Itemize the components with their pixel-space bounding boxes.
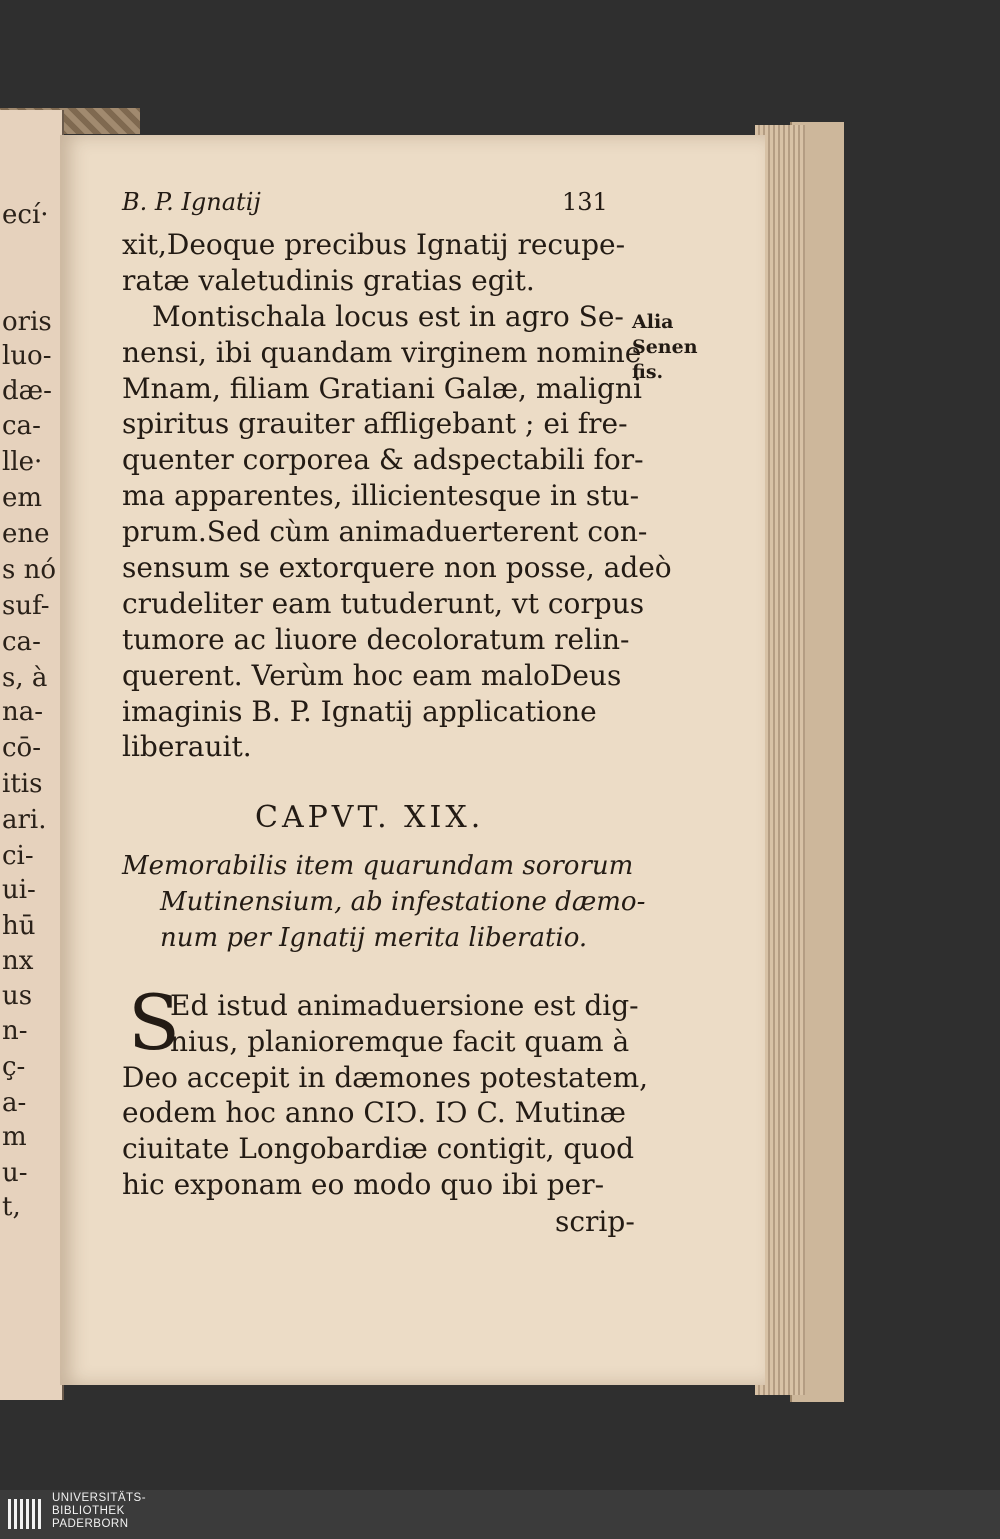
left-page-fragment: us bbox=[2, 981, 33, 1011]
text-line: querent. Verùm hoc eam maloDeus bbox=[122, 658, 622, 692]
text-line: ciuitate Longobardiæ contigit, quod bbox=[122, 1132, 635, 1166]
logo-line: PADERBORN bbox=[52, 1518, 129, 1530]
left-page-fragment: lle· bbox=[2, 447, 43, 477]
left-page-fragment: ci- bbox=[2, 841, 34, 871]
left-page-fragment: oris bbox=[2, 307, 52, 337]
text-line: sensum se extorquere non posse, adeò bbox=[122, 551, 672, 585]
text-line: crudeliter eam tutuderunt, vt corpus bbox=[122, 586, 645, 620]
footer-bar bbox=[0, 1490, 1000, 1539]
margin-note bbox=[632, 310, 698, 385]
summary-line: num per Ignatij merita liberatio. bbox=[160, 923, 588, 953]
running-head bbox=[122, 188, 608, 216]
left-page-fragment: ui- bbox=[2, 875, 36, 905]
text-line: prum.Sed cùm animaduerterent con- bbox=[122, 515, 648, 549]
left-page-fragment: a- bbox=[2, 1088, 27, 1118]
left-page-fragment: hū bbox=[2, 911, 36, 941]
paragraph-2 bbox=[122, 988, 648, 1203]
running-head-title: B. P. Ignatij bbox=[122, 188, 261, 216]
text-line: hic exponam eo modo quo ibi per- bbox=[122, 1167, 605, 1201]
text-line: liberauit. bbox=[122, 730, 252, 764]
paragraph-1 bbox=[122, 227, 672, 765]
logo-line: UNIVERSITÄTS- bbox=[52, 1492, 147, 1504]
text-line: spiritus grauiter affligebant ; ei fre- bbox=[122, 407, 628, 441]
page-number: 131 bbox=[562, 188, 608, 216]
text-line: ma apparentes, illicientesque in stu- bbox=[122, 479, 640, 513]
left-page-fragment: ca- bbox=[2, 411, 41, 441]
left-page-fragment: cō- bbox=[2, 733, 41, 763]
left-page-fragment: s, à bbox=[2, 663, 48, 693]
left-page-fragment: nx bbox=[2, 946, 34, 976]
left-page-fragment: ç- bbox=[2, 1052, 26, 1082]
text-line: eodem hoc anno CIↃ. IↃ C. Mutinæ bbox=[122, 1096, 626, 1130]
text-line: imaginis B. P. Ignatij applicatione bbox=[122, 694, 597, 728]
margin-note-line: fis. bbox=[632, 361, 664, 383]
previous-page-edge bbox=[0, 110, 64, 1400]
text-line: ratæ valetudinis gratias egit. bbox=[122, 263, 535, 297]
library-logo-text bbox=[52, 1492, 146, 1531]
text-line: Ed istud animaduersione est dig- bbox=[170, 989, 639, 1022]
text-line: Montischala locus est in agro Se- bbox=[152, 299, 624, 333]
summary-line: Mutinensium, ab infestatione dæmo- bbox=[160, 887, 646, 917]
left-page-fragment: ene bbox=[2, 519, 50, 549]
left-page-fragment: m bbox=[2, 1122, 27, 1152]
text-line: nensi, ibi quandam virginem nomine bbox=[122, 335, 642, 369]
left-page-fragment: dæ- bbox=[2, 376, 52, 406]
text-line: tumore ac liuore decoloratum relin- bbox=[122, 622, 630, 656]
left-page-fragment: suf- bbox=[2, 591, 50, 621]
left-page-fragment: n- bbox=[2, 1016, 28, 1046]
left-page-fragment: ecí· bbox=[2, 200, 49, 230]
text-line: Mnam, filiam Gratiani Galæ, maligni bbox=[122, 371, 642, 405]
catchword: scrip- bbox=[555, 1205, 635, 1238]
margin-note-line: Alia bbox=[632, 311, 674, 333]
margin-note-line: Senen bbox=[632, 336, 698, 358]
left-page-fragment: ca- bbox=[2, 627, 41, 657]
left-page-fragment: luo- bbox=[2, 341, 52, 371]
left-page-fragment: ari. bbox=[2, 805, 47, 835]
chapter-heading: CAPVT. XIX. bbox=[255, 800, 485, 835]
text-line: xit,Deoque precibus Ignatij recupe- bbox=[122, 228, 626, 261]
text-line: nius, planioremque facit quam à bbox=[170, 1024, 630, 1058]
summary-line: Memorabilis item quarundam sororum bbox=[122, 851, 634, 881]
left-page-fragment: s nó bbox=[2, 555, 57, 585]
library-logo-icon bbox=[6, 1495, 44, 1533]
left-page-fragment: t, bbox=[2, 1192, 21, 1222]
drop-cap: S bbox=[128, 978, 181, 1067]
text-line: quenter corporea & adspectabili for- bbox=[122, 443, 644, 477]
left-page-fragment: itis bbox=[2, 769, 43, 799]
logo-line: BIBLIOTHEK bbox=[52, 1505, 125, 1517]
left-page-fragment: na- bbox=[2, 697, 44, 727]
text-line: Deo accepit in dæmones potestatem, bbox=[122, 1060, 649, 1094]
left-page-fragment: em bbox=[2, 483, 43, 513]
chapter-summary bbox=[122, 848, 645, 956]
left-page-fragment: u- bbox=[2, 1158, 28, 1188]
